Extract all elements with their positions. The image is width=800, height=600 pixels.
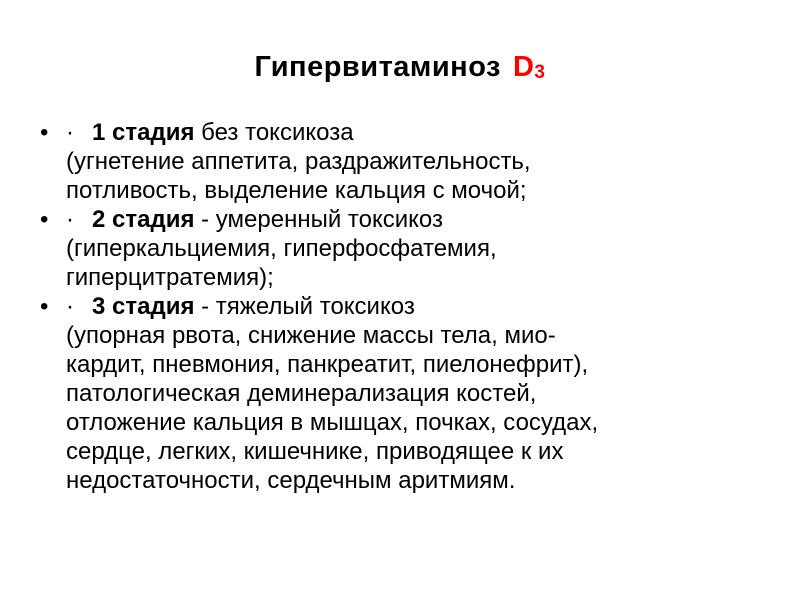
item-text-line: недостаточности, сердечным аритмиям. — [66, 467, 516, 494]
item-text-line: (гиперкальциемия, гиперфосфатемия, — [66, 235, 497, 262]
item-text-line: гиперцитратемия); — [66, 264, 274, 291]
item-text-line: потливость, выделение кальция с мочой; — [66, 177, 527, 204]
stage-description: - умеренный токсикоз — [194, 206, 443, 233]
item-text-line: кардит, пневмония, панкреатит, пиелонефрит), — [66, 351, 589, 378]
dot-icon: · — [66, 119, 74, 146]
item-text-line: (упорная рвота, снижение массы тела, мио- — [66, 322, 556, 349]
stage-description: без токсикоза — [194, 119, 354, 146]
dot-icon: · — [66, 293, 74, 320]
stage-label: 3 стадия — [92, 293, 195, 320]
stage-list — [40, 118, 780, 495]
item-text-line: отложение кальция в мышцах, почках, сосудах, — [66, 409, 599, 436]
stage-description: - тяжелый токсикоз — [194, 293, 415, 320]
title-text: Гипервитаминоз — [254, 51, 501, 83]
bullet-icon: • — [40, 206, 49, 233]
title-subscript: 3 — [534, 62, 546, 83]
item-text-line: (угнетение аппетита, раздражительность, — [66, 148, 531, 175]
slide-title — [0, 47, 800, 91]
bullet-icon: • — [40, 119, 49, 146]
item-lead-line — [66, 118, 780, 147]
item-text-line: сердце, легких, кишечнике, приводящее к их — [66, 438, 564, 465]
title-d: D — [512, 51, 535, 83]
list-item-stage-3 — [40, 292, 780, 495]
stage-label: 1 стадия — [92, 119, 195, 146]
bullet-icon: • — [40, 293, 49, 320]
list-item-stage-1 — [40, 118, 780, 205]
item-text-line: патологическая деминерализация костей, — [66, 380, 537, 407]
stage-label: 2 стадия — [92, 206, 195, 233]
list-item-stage-2 — [40, 205, 780, 292]
title-d3 — [513, 51, 546, 83]
dot-icon: · — [66, 206, 74, 233]
item-lead-line — [66, 292, 780, 321]
item-lead-line — [66, 205, 780, 234]
